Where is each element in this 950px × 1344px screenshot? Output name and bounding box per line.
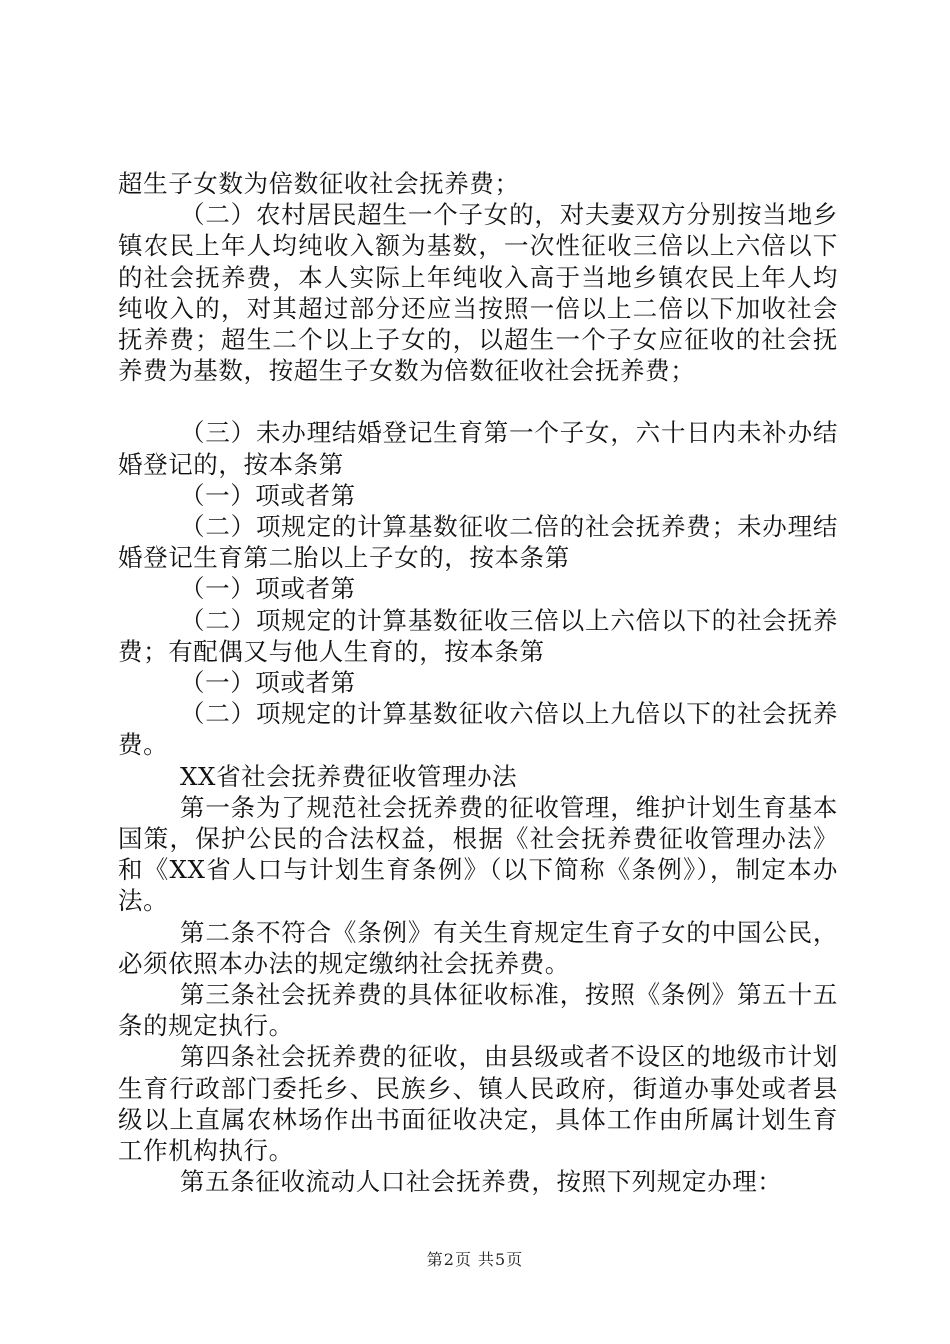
paragraph: 第五条征收流动人口社会抚养费，按照下列规定办理：: [180, 1167, 783, 1197]
document-body: [118, 168, 838, 1198]
paragraph: （二）项规定的计算基数征收三倍以上六倍以下的社会抚养费；有配偶又与他人生育的，按本条第: [118, 605, 838, 666]
paragraph: （二）项规定的计算基数征收二倍的社会抚养费；未办理结婚登记生育第二胎以上子女的，按本条第: [118, 512, 838, 573]
paragraph: （一）项或者第: [180, 668, 356, 698]
paragraph: 第二条不符合《条例》有关生育规定生育子女的中国公民，必须依照本办法的规定缴纳社会抚养费。: [118, 917, 838, 978]
page-number: 第2页 共5页: [426, 1250, 524, 1269]
paragraph: （三）未办理结婚登记生育第一个子女，六十日内未补办结婚登记的，按本条第: [118, 418, 838, 479]
paragraph: 超生子女数为倍数征收社会抚养费；: [118, 169, 520, 198]
paragraph: 第四条社会抚养费的征收，由县级或者不设区的地级市计划生育行政部门委托乡、民族乡、镇人民政府，街道办事处或者县级以上直属农林场作出书面征收决定，具体工作由所属计划生育工作机构执行。: [118, 1042, 838, 1166]
section-title: XX省社会抚养费征收管理办法: [180, 761, 518, 791]
paragraph: （一）项或者第: [180, 574, 356, 604]
paragraph: （一）项或者第: [180, 480, 356, 510]
paragraph: （二）农村居民超生一个子女的，对夫妻双方分别按当地乡镇农民上年人均纯收入额为基数，一次性征收三倍以上六倍以下的社会抚养费，本人实际上年纯收入高于当地乡镇农民上年人均纯收入的，对其超过部分还应当按照一倍以上二倍以下加收社会抚养费；超生二个以上子女的，以超生一个子女应征收的社会抚养费为基数，按超生子女数为倍数征收社会抚养费；: [118, 200, 838, 386]
paragraph-gap: [118, 386, 838, 417]
paragraph: 第三条社会抚养费的具体征收标准，按照《条例》第五十五条的规定执行。: [118, 980, 838, 1041]
paragraph: （二）项规定的计算基数征收六倍以上九倍以下的社会抚养费。: [118, 699, 838, 760]
paragraph: 第一条为了规范社会抚养费的征收管理，维护计划生育基本国策，保护公民的合法权益，根据《社会抚养费征收管理办法》和《XX省人口与计划生育条例》（以下简称《条例》），制定本办法。: [118, 792, 838, 916]
